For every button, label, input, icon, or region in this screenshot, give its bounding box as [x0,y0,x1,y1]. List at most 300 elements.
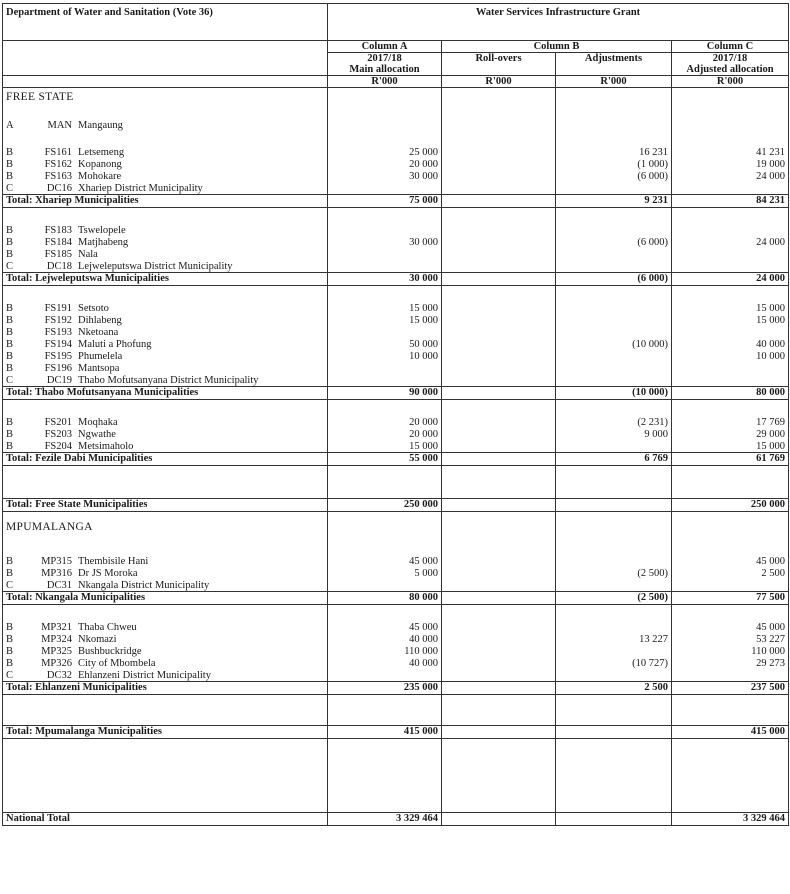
main-allocation-value: 110 000 [328,646,442,658]
column-b-label: Column B [442,41,672,53]
total-adjustment: 9 231 [556,195,672,208]
main-allocation-value: 15 000 [328,315,442,327]
municipality-name: Thaba Chweu [78,621,137,633]
adjusted-allocation-value [672,249,789,261]
municipality-row [3,237,789,249]
municipality-name: Tswelopele [78,224,126,236]
main-allocation-value: 10 000 [328,351,442,363]
municipality-cell [3,646,328,658]
municipality-row [3,159,789,171]
municipality-name: Bushbuckridge [78,645,142,657]
municipality-name: Matjhabeng [78,236,129,248]
total-main-allocation: 415 000 [328,726,442,739]
year-row [3,53,789,65]
municipality-code: MP321 [41,621,72,633]
adjustment-value: (10 727) [556,658,672,670]
main-allocation-value [328,670,442,682]
adjustment-value [556,363,672,375]
category-code: B [6,567,14,579]
rollover-value [442,622,556,634]
province-heading-free-state-label: FREE STATE [3,92,328,114]
municipality-code: DC16 [46,182,72,194]
adjusted-allocation-value [672,580,789,592]
municipality-code: FS193 [44,326,72,338]
total-label: Total: Lejweleputswa Municipalities [3,273,328,286]
rollover-value [442,303,556,315]
adjusted-allocation-value: 19 000 [672,159,789,171]
total-adjusted-allocation: 237 500 [672,682,789,695]
municipality-cell [3,237,328,249]
total-adjustment: 6 769 [556,453,672,466]
category-code: B [6,633,14,645]
national-total-row [3,813,789,826]
municipality-name: Maluti a Phofung [78,338,152,350]
municipality-cell [3,363,328,375]
adjusted-allocation-value [672,120,789,132]
total-label: Total: Free State Municipalities [3,499,328,512]
category-code: B [6,621,14,633]
unit-adjustments: R'000 [556,76,672,88]
municipality-name: Nkomazi [78,633,117,645]
municipality-row [3,351,789,363]
main-allocation-value: 50 000 [328,339,442,351]
rollover-value [442,670,556,682]
category-code: B [6,170,14,182]
municipality-row [3,658,789,670]
rollover-value [442,351,556,363]
title-row [3,4,789,38]
total-adjustment: (6 000) [556,273,672,286]
adjusted-allocation-value [672,670,789,682]
total-label: Total: Xhariep Municipalities [3,195,328,208]
category-code: C [6,182,14,194]
municipality-cell [3,634,328,646]
municipality-name: Moqhaka [78,416,118,428]
municipality-name: Metsimaholo [78,440,134,452]
main-allocation-value: 15 000 [328,303,442,315]
department-title: Department of Water and Sanitation (Vote 36) [3,4,328,38]
adjustment-value: (2 500) [556,568,672,580]
main-allocation-label: Main allocation [328,64,442,76]
category-code: C [6,669,14,681]
municipality-name: Dr JS Moroka [78,567,138,579]
municipality-cell [3,261,328,273]
category-code: B [6,416,14,428]
spacer-row [3,286,789,303]
adjustment-value [556,315,672,327]
main-allocation-value [328,363,442,375]
main-allocation-value [328,183,442,195]
column-a-label: Column A [328,41,442,53]
rollover-value [442,171,556,183]
adjustment-value [556,646,672,658]
total-label: National Total [3,813,328,826]
total-adjusted-allocation: 250 000 [672,499,789,512]
municipality-cell [3,375,328,387]
total-rollover [442,499,556,512]
adjusted-allocation-value: 29 000 [672,429,789,441]
category-code: B [6,428,14,440]
main-allocation-value: 40 000 [328,658,442,670]
municipality-row [3,363,789,375]
municipality-name: Nkangala District Municipality [78,579,210,591]
main-allocation-value: 40 000 [328,634,442,646]
adjusted-allocation-value: 41 231 [672,147,789,159]
municipality-code: FS194 [44,338,72,350]
municipality-code: DC32 [46,669,72,681]
municipality-code: FS203 [44,428,72,440]
municipality-code: FS195 [44,350,72,362]
municipality-code: FS162 [44,158,72,170]
municipality-row [3,249,789,261]
municipality-cell [3,658,328,670]
municipality-name: Thembisile Hani [78,555,149,567]
category-code: B [6,146,14,158]
total-adjustment [556,726,672,739]
category-code: B [6,248,14,260]
total-rollover [442,592,556,605]
municipality-cell [3,351,328,363]
main-allocation-value: 20 000 [328,429,442,441]
adjustment-value [556,622,672,634]
total-rollover [442,813,556,826]
municipality-row [3,171,789,183]
municipality-code: DC31 [46,579,72,591]
municipality-row [3,327,789,339]
allocation-table-body [3,4,789,826]
municipality-code: MP324 [41,633,72,645]
adjusted-allocation-value: 17 769 [672,417,789,429]
municipality-code: DC19 [46,374,72,386]
district-total-row [3,682,789,695]
category-code: B [6,657,14,669]
province-total-row [3,726,789,739]
municipality-cell [3,315,328,327]
adjusted-allocation-value: 110 000 [672,646,789,658]
main-allocation-value: 25 000 [328,147,442,159]
rollover-value [442,315,556,327]
municipality-row [3,120,789,132]
total-rollover [442,726,556,739]
municipality-name: Phumelela [78,350,123,362]
municipality-cell [3,147,328,159]
main-allocation-value: 15 000 [328,441,442,453]
total-main-allocation: 250 000 [328,499,442,512]
rollover-value [442,147,556,159]
municipality-code: FS163 [44,170,72,182]
main-allocation-value: 5 000 [328,568,442,580]
district-total-row [3,195,789,208]
adjustment-value [556,375,672,387]
total-adjusted-allocation: 61 769 [672,453,789,466]
municipality-row [3,646,789,658]
municipality-name: Letsemeng [78,146,125,158]
category-code: C [6,260,14,272]
municipality-name: Ehlanzeni District Municipality [78,669,211,681]
main-allocation-value [328,261,442,273]
rollover-value [442,580,556,592]
rollover-value [442,658,556,670]
municipality-row [3,580,789,592]
spacer-row [3,605,789,622]
rollover-value [442,417,556,429]
municipality-code: FS204 [44,440,72,452]
total-label: Total: Ehlanzeni Municipalities [3,682,328,695]
total-adjusted-allocation: 80 000 [672,387,789,400]
adjustment-value [556,303,672,315]
total-adjusted-allocation: 84 231 [672,195,789,208]
municipality-name: Lejweleputswa District Municipality [78,260,233,272]
total-main-allocation: 55 000 [328,453,442,466]
total-main-allocation: 75 000 [328,195,442,208]
unit-row [3,76,789,88]
adjustment-value: 16 231 [556,147,672,159]
adjusted-allocation-value: 24 000 [672,171,789,183]
municipality-cell [3,183,328,195]
total-label: Total: Fezile Dabi Municipalities [3,453,328,466]
grant-title: Water Services Infrastructure Grant [328,4,789,38]
rollover-value [442,327,556,339]
total-main-allocation: 80 000 [328,592,442,605]
municipality-name: Mohokare [78,170,122,182]
spacer-row [3,208,789,225]
main-allocation-value [328,580,442,592]
spacer-row [3,512,789,522]
municipality-cell [3,580,328,592]
adjustment-value [556,580,672,592]
municipality-row [3,622,789,634]
municipality-name: City of Mbombela [78,657,156,669]
category-code: B [6,555,14,567]
municipality-cell [3,568,328,580]
adjustment-value [556,120,672,132]
adjustment-value [556,261,672,273]
total-rollover [442,682,556,695]
year-a: 2017/18 [328,53,442,65]
total-adjustment [556,499,672,512]
municipality-cell [3,429,328,441]
municipality-name: Xhariep District Municipality [78,182,203,194]
district-total-row [3,592,789,605]
adjustment-value: (2 231) [556,417,672,429]
main-allocation-value: 20 000 [328,417,442,429]
province-heading-mpumalanga-label: MPUMALANGA [3,522,328,540]
municipality-row [3,315,789,327]
municipality-code: FS183 [44,224,72,236]
adjustment-value: 9 000 [556,429,672,441]
rollover-value [442,646,556,658]
municipality-cell [3,339,328,351]
adjusted-allocation-label: Adjusted allocation [672,64,789,76]
province-heading-mpumalanga [3,522,789,540]
adjustments-label: Adjustments [556,53,672,65]
category-code: B [6,302,14,314]
municipality-row [3,375,789,387]
municipality-cell [3,670,328,682]
total-adjusted-allocation: 415 000 [672,726,789,739]
category-code: B [6,314,14,326]
municipality-row [3,225,789,237]
adjustment-value [556,556,672,568]
adjustment-value: (6 000) [556,237,672,249]
total-rollover [442,273,556,286]
total-main-allocation: 30 000 [328,273,442,286]
municipality-row [3,147,789,159]
rollover-value [442,159,556,171]
adjusted-allocation-value: 15 000 [672,315,789,327]
district-total-row [3,387,789,400]
adjusted-allocation-value [672,183,789,195]
unit-c: R'000 [672,76,789,88]
municipality-name: Setsoto [78,302,109,314]
category-code: B [6,326,14,338]
main-allocation-value [328,225,442,237]
spacer-row [3,400,789,417]
rollover-value [442,363,556,375]
municipality-cell [3,327,328,339]
adjustment-value: 13 227 [556,634,672,646]
rollover-value [442,249,556,261]
total-adjustment: (2 500) [556,592,672,605]
total-adjustment [556,813,672,826]
category-code: B [6,645,14,657]
adjustment-value [556,183,672,195]
municipality-name: Mantsopa [78,362,120,374]
adjusted-allocation-value [672,261,789,273]
adjusted-allocation-value: 53 227 [672,634,789,646]
allocation-label-row [3,64,789,76]
total-main-allocation: 235 000 [328,682,442,695]
municipality-row [3,183,789,195]
municipality-name: Nketoana [78,326,119,338]
rollover-value [442,556,556,568]
municipality-code: DC18 [46,260,72,272]
adjusted-allocation-value: 45 000 [672,556,789,568]
total-rollover [442,195,556,208]
municipality-row [3,429,789,441]
main-allocation-value [328,375,442,387]
municipality-code: FS161 [44,146,72,158]
municipality-cell [3,556,328,568]
rollover-value [442,237,556,249]
adjustment-value: (10 000) [556,339,672,351]
district-total-row [3,273,789,286]
municipality-name: Thabo Mofutsanyana District Municipality [78,374,259,386]
main-allocation-value: 45 000 [328,556,442,568]
spacer-row [3,739,789,813]
total-rollover [442,453,556,466]
total-rollover [442,387,556,400]
total-label: Total: Mpumalanga Municipalities [3,726,328,739]
total-main-allocation: 3 329 464 [328,813,442,826]
category-code: B [6,158,14,170]
municipality-name: Kopanong [78,158,122,170]
main-allocation-value [328,120,442,132]
total-adjusted-allocation: 3 329 464 [672,813,789,826]
rollover-value [442,441,556,453]
allocation-table [2,3,789,826]
adjustment-value [556,327,672,339]
municipality-row [3,634,789,646]
main-allocation-value: 30 000 [328,171,442,183]
municipality-name: Mangaung [78,119,123,131]
total-adjustment: 2 500 [556,682,672,695]
adjustment-value: (6 000) [556,171,672,183]
adjustment-value [556,249,672,261]
rollover-value [442,375,556,387]
municipality-name: Ngwathe [78,428,116,440]
adjusted-allocation-value: 45 000 [672,622,789,634]
main-allocation-value [328,327,442,339]
municipality-cell [3,441,328,453]
rollover-value [442,183,556,195]
main-allocation-value: 45 000 [328,622,442,634]
adjusted-allocation-value: 29 273 [672,658,789,670]
municipality-name: Dihlabeng [78,314,122,326]
category-code: B [6,224,14,236]
adjusted-allocation-value: 2 500 [672,568,789,580]
total-label: Total: Nkangala Municipalities [3,592,328,605]
column-c-label: Column C [672,41,789,53]
district-total-row [3,453,789,466]
municipality-row [3,670,789,682]
municipality-code: MP326 [41,657,72,669]
spacer-row [3,695,789,726]
rollovers-label: Roll-overs [442,53,556,65]
total-adjustment: (10 000) [556,387,672,400]
municipality-cell [3,249,328,261]
category-code: B [6,338,14,350]
rollover-value [442,120,556,132]
municipality-row [3,441,789,453]
total-adjusted-allocation: 77 500 [672,592,789,605]
total-main-allocation: 90 000 [328,387,442,400]
municipality-row [3,417,789,429]
municipality-code: MP316 [41,567,72,579]
rollover-value [442,225,556,237]
adjusted-allocation-value: 15 000 [672,303,789,315]
province-total-row [3,499,789,512]
category-code: B [6,350,14,362]
unit-rollovers: R'000 [442,76,556,88]
municipality-code: FS185 [44,248,72,260]
municipality-code: MP315 [41,555,72,567]
adjusted-allocation-value: 40 000 [672,339,789,351]
municipality-row [3,339,789,351]
adjusted-allocation-value: 15 000 [672,441,789,453]
adjusted-allocation-value [672,363,789,375]
category-code: C [6,374,14,386]
municipality-cell [3,303,328,315]
spacer-row [3,466,789,499]
municipality-code: FS191 [44,302,72,314]
adjusted-allocation-value: 24 000 [672,237,789,249]
municipality-code: FS201 [44,416,72,428]
rollover-value [442,568,556,580]
adjusted-allocation-value [672,375,789,387]
spacer-row [3,132,789,147]
adjusted-allocation-value [672,225,789,237]
adjustment-value [556,441,672,453]
municipality-code: FS196 [44,362,72,374]
unit-a: R'000 [328,76,442,88]
total-label: Total: Thabo Mofutsanyana Municipalities [3,387,328,400]
municipality-cell [3,417,328,429]
rollover-value [442,429,556,441]
municipality-row [3,261,789,273]
municipality-code: FS192 [44,314,72,326]
column-letter-row [3,41,789,53]
